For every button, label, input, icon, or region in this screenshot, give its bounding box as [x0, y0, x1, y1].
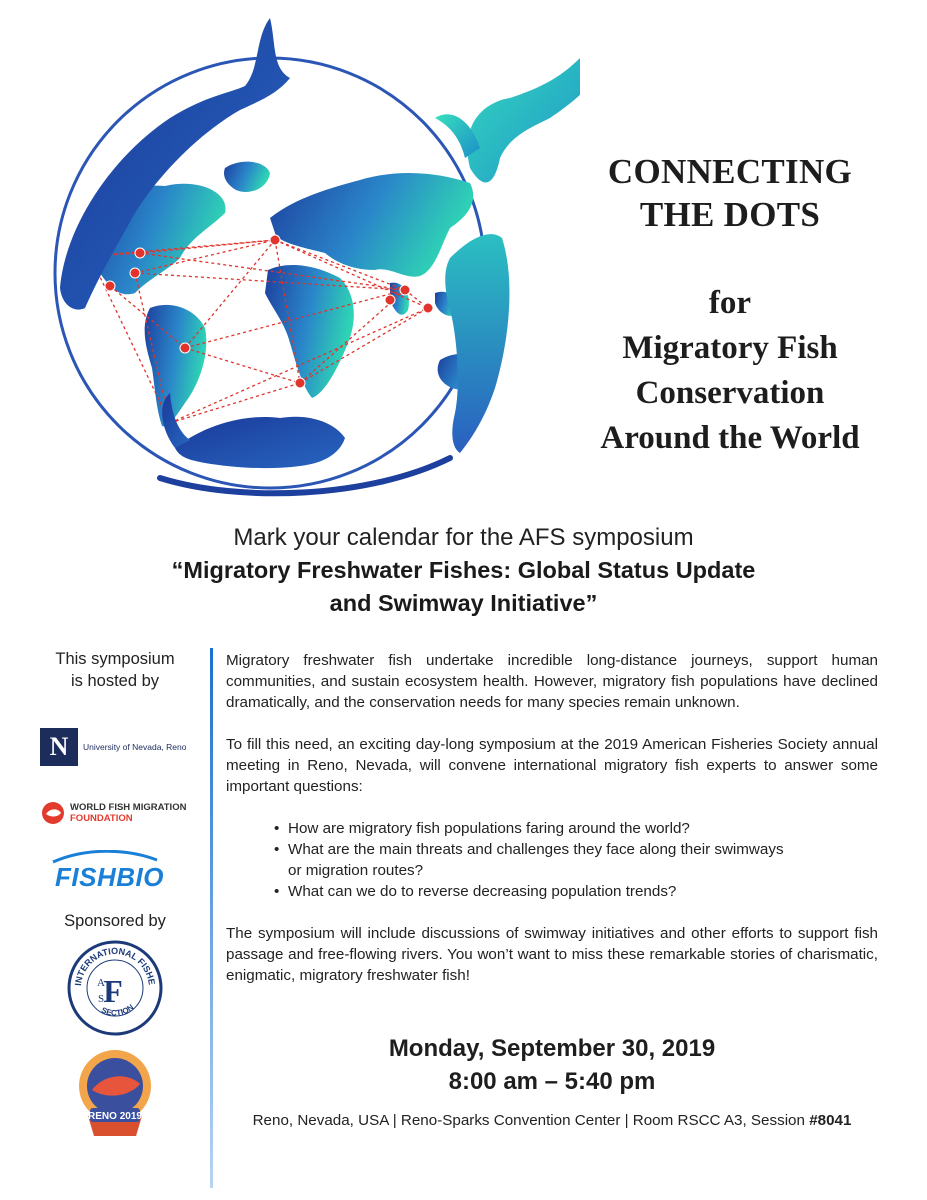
- subtitle-line-4: Around the World: [600, 420, 860, 456]
- unr-n-mark: N: [40, 728, 78, 766]
- sponsor-sidebar: [20, 648, 210, 1142]
- column-divider: [210, 648, 213, 1188]
- description: [226, 650, 878, 1007]
- symposium-title-line-1: “Migratory Freshwater Fishes: Global Status Update: [171, 557, 756, 583]
- subtitle-line-2: Migratory Fish: [622, 330, 838, 366]
- list-item: • How are migratory fish populations faring around the world?: [274, 820, 690, 837]
- svg-text:SECTION: SECTION: [99, 1002, 136, 1018]
- title-line-2: THE DOTS: [639, 195, 821, 234]
- sponsored-label: Sponsored by: [64, 912, 166, 930]
- ifs-seal: [67, 940, 163, 1036]
- continent-greenland: [224, 162, 270, 192]
- title-line-1: CONNECTING: [607, 152, 853, 191]
- wfm-line-1: WORLD FISH MIGRATION: [70, 802, 187, 813]
- wfm-fish-icon: [40, 800, 66, 826]
- subtitle-line-1: for: [708, 285, 752, 321]
- continent-south-america: [145, 305, 207, 426]
- unr-logo-text: University of Nevada, Reno: [83, 742, 187, 752]
- ifs-f-letter: F: [103, 973, 123, 1009]
- paragraph-2: To fill this need, an exciting day-long symposium at the 2019 American Fisheries Society annual meeting in Reno, Nevada, will convene international migratory fish experts to answer some important questions:: [226, 736, 878, 795]
- fish-bottom: [175, 417, 345, 468]
- hosted-label-line-2: is hosted by: [70, 672, 160, 690]
- event-venue: [226, 1112, 878, 1129]
- question-list: [226, 818, 878, 902]
- session-number: #8041: [809, 1112, 852, 1129]
- intro-block: [0, 522, 927, 620]
- ifs-s-letter: S: [97, 993, 105, 1005]
- logo-university-nevada-reno: [40, 728, 190, 766]
- subtitle-line-3: Conservation: [635, 375, 825, 411]
- paragraph-3: The symposium will include discussions of swimway initiatives and other efforts to support fish passage and free-flowing rivers. You won’t want to miss these remarkable stories of charismatic, enigmatic, migratory freshwater fish!: [226, 925, 878, 984]
- hero-illustration: [40, 8, 580, 508]
- event-time: 8:00 am – 5:40 pm: [448, 1068, 656, 1095]
- intro-lead: Mark your calendar for the AFS symposium: [233, 524, 694, 551]
- list-item: • What are the main threats and challenges they face along their swimways or migration routes?: [274, 841, 784, 879]
- event-datetime: [226, 1033, 878, 1099]
- paragraph-1: Migratory freshwater fish undertake incredible long-distance journeys, support human communities, and sustain ecosystem health. However, migratory fish populations have declined dramatically, and the conservation needs for many species remain unknown.: [226, 652, 878, 711]
- hero-title-block: [560, 150, 900, 461]
- world-map: [84, 162, 495, 427]
- reno-2019-emblem: [72, 1046, 158, 1142]
- venue-text: Reno, Nevada, USA | Reno-Sparks Convention Center | Room RSCC A3, Session: [252, 1112, 810, 1129]
- logo-reno-2019: [72, 1046, 158, 1142]
- continent-eurasia: [270, 173, 473, 277]
- logo-fishbio: [55, 856, 175, 896]
- ifs-ring-text: INTERNATIONAL FISHE: [73, 945, 157, 987]
- reno-2019-text: RENO 2019: [88, 1111, 142, 1122]
- logo-world-fish-migration: [40, 796, 190, 830]
- hosted-label-line-1: This symposium: [55, 650, 175, 668]
- wfm-line-2: FOUNDATION: [70, 813, 133, 824]
- ifs-a-letter: A: [97, 977, 105, 989]
- fish-right: [445, 234, 509, 453]
- continent-africa: [265, 265, 354, 398]
- fishbio-wordmark: FISHBIO: [55, 862, 164, 892]
- list-item: • What can we do to reverse decreasing population trends?: [274, 883, 677, 900]
- fish-top-right-tail: [435, 114, 480, 158]
- event-date: Monday, September 30, 2019: [388, 1035, 716, 1062]
- symposium-title-line-2: and Swimway Initiative”: [329, 590, 598, 616]
- logo-international-fisheries-section: [67, 940, 163, 1036]
